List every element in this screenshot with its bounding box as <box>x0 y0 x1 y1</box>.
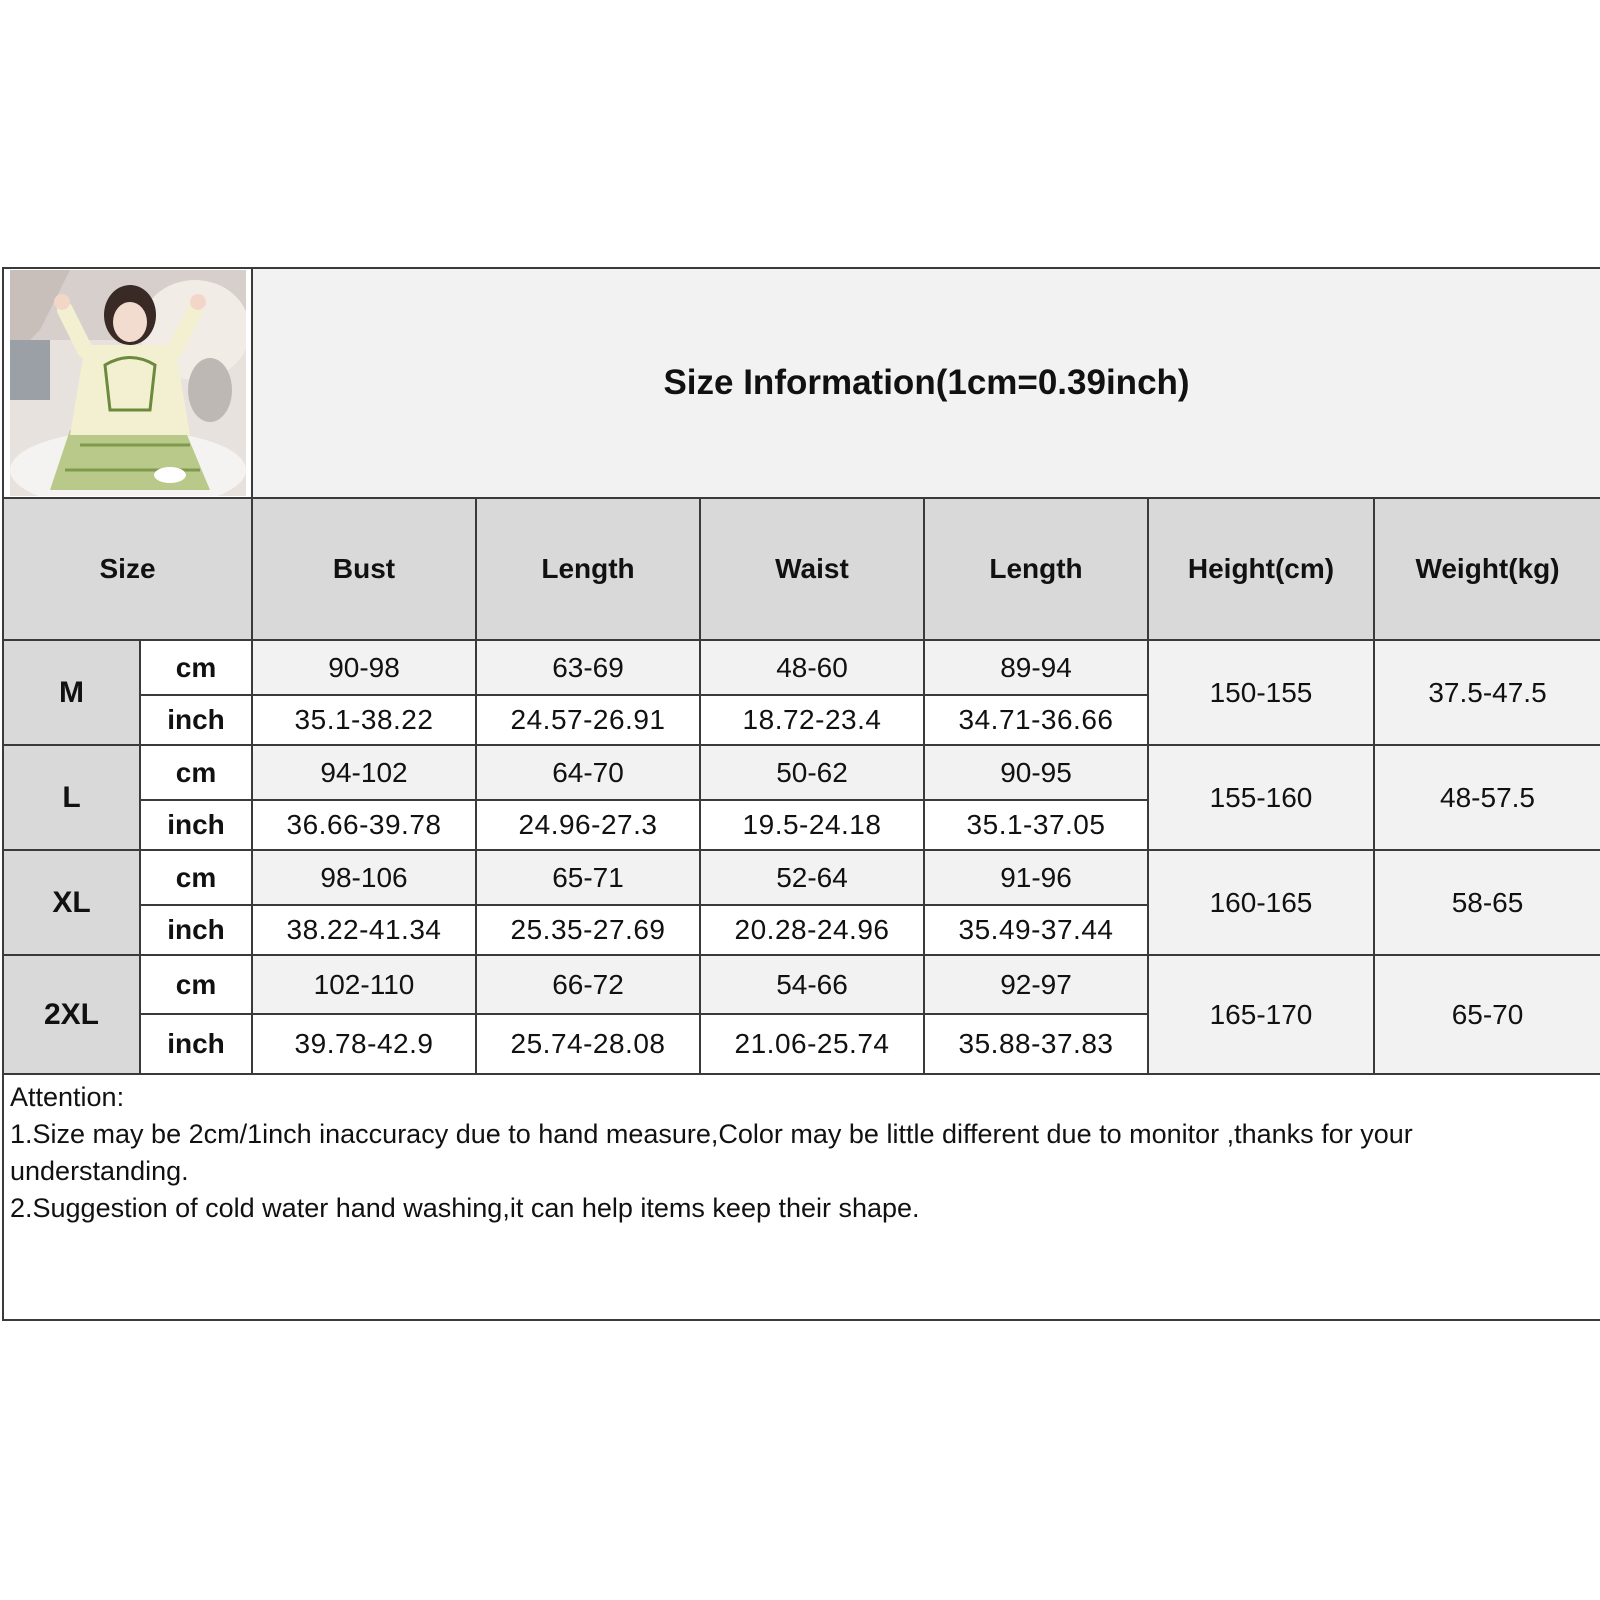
size-chart-table <box>2 267 1600 1321</box>
unit-label: cm <box>140 850 252 905</box>
waist-cm: 54-66 <box>700 955 924 1014</box>
header-pants-length: Length <box>924 498 1148 640</box>
height-range: 160-165 <box>1148 850 1374 955</box>
bust-cm: 94-102 <box>252 745 476 800</box>
weight-range: 37.5-47.5 <box>1374 640 1600 745</box>
weight-range: 58-65 <box>1374 850 1600 955</box>
unit-label: inch <box>140 1014 252 1074</box>
size-label: L <box>3 745 140 850</box>
header-bust: Bust <box>252 498 476 640</box>
top-length-cm: 65-71 <box>476 850 700 905</box>
header-height: Height(cm) <box>1148 498 1374 640</box>
bust-inch: 35.1-38.22 <box>252 695 476 745</box>
unit-label: cm <box>140 955 252 1014</box>
top-length-inch: 25.35-27.69 <box>476 905 700 955</box>
waist-cm: 48-60 <box>700 640 924 695</box>
unit-label: inch <box>140 800 252 850</box>
top-length-inch: 25.74-28.08 <box>476 1014 700 1074</box>
height-range: 150-155 <box>1148 640 1374 745</box>
table-row <box>3 955 1600 1014</box>
size-label: 2XL <box>3 955 140 1074</box>
waist-inch: 20.28-24.96 <box>700 905 924 955</box>
top-length-cm: 63-69 <box>476 640 700 695</box>
photo-cell <box>3 268 252 498</box>
waist-inch: 19.5-24.18 <box>700 800 924 850</box>
bust-cm: 90-98 <box>252 640 476 695</box>
unit-label: inch <box>140 695 252 745</box>
table-row <box>3 640 1600 695</box>
waist-inch: 21.06-25.74 <box>700 1014 924 1074</box>
header-waist: Waist <box>700 498 924 640</box>
top-length-cm: 66-72 <box>476 955 700 1014</box>
header-weight: Weight(kg) <box>1374 498 1600 640</box>
pants-length-inch: 35.1-37.05 <box>924 800 1148 850</box>
top-length-cm: 64-70 <box>476 745 700 800</box>
pants-length-cm: 91-96 <box>924 850 1148 905</box>
table-row <box>3 745 1600 800</box>
unit-label: inch <box>140 905 252 955</box>
pants-length-inch: 34.71-36.66 <box>924 695 1148 745</box>
bust-inch: 39.78-42.9 <box>252 1014 476 1074</box>
size-label: XL <box>3 850 140 955</box>
pants-length-cm: 92-97 <box>924 955 1148 1014</box>
attention-heading: Attention: <box>10 1082 125 1112</box>
weight-range: 65-70 <box>1374 955 1600 1074</box>
attention-note-1: 1.Size may be 2cm/1inch inaccuracy due to hand measure,Color may be little different due to monitor ,thanks for your understanding. <box>10 1119 1413 1186</box>
weight-range: 48-57.5 <box>1374 745 1600 850</box>
table-row <box>3 850 1600 905</box>
waist-cm: 52-64 <box>700 850 924 905</box>
chart-title: Size Information(1cm=0.39inch) <box>252 268 1600 498</box>
attention-notes <box>3 1074 1600 1320</box>
pants-length-cm: 90-95 <box>924 745 1148 800</box>
model-photo <box>10 270 246 496</box>
bust-cm: 98-106 <box>252 850 476 905</box>
waist-inch: 18.72-23.4 <box>700 695 924 745</box>
waist-cm: 50-62 <box>700 745 924 800</box>
unit-label: cm <box>140 640 252 695</box>
bust-inch: 38.22-41.34 <box>252 905 476 955</box>
unit-label: cm <box>140 745 252 800</box>
header-top-length: Length <box>476 498 700 640</box>
bust-inch: 36.66-39.78 <box>252 800 476 850</box>
pants-length-inch: 35.88-37.83 <box>924 1014 1148 1074</box>
bust-cm: 102-110 <box>252 955 476 1014</box>
height-range: 155-160 <box>1148 745 1374 850</box>
size-label: M <box>3 640 140 745</box>
pants-length-inch: 35.49-37.44 <box>924 905 1148 955</box>
top-length-inch: 24.57-26.91 <box>476 695 700 745</box>
top-length-inch: 24.96-27.3 <box>476 800 700 850</box>
pants-length-cm: 89-94 <box>924 640 1148 695</box>
attention-note-2: 2.Suggestion of cold water hand washing,it can help items keep their shape. <box>10 1193 920 1223</box>
height-range: 165-170 <box>1148 955 1374 1074</box>
header-size: Size <box>3 498 252 640</box>
